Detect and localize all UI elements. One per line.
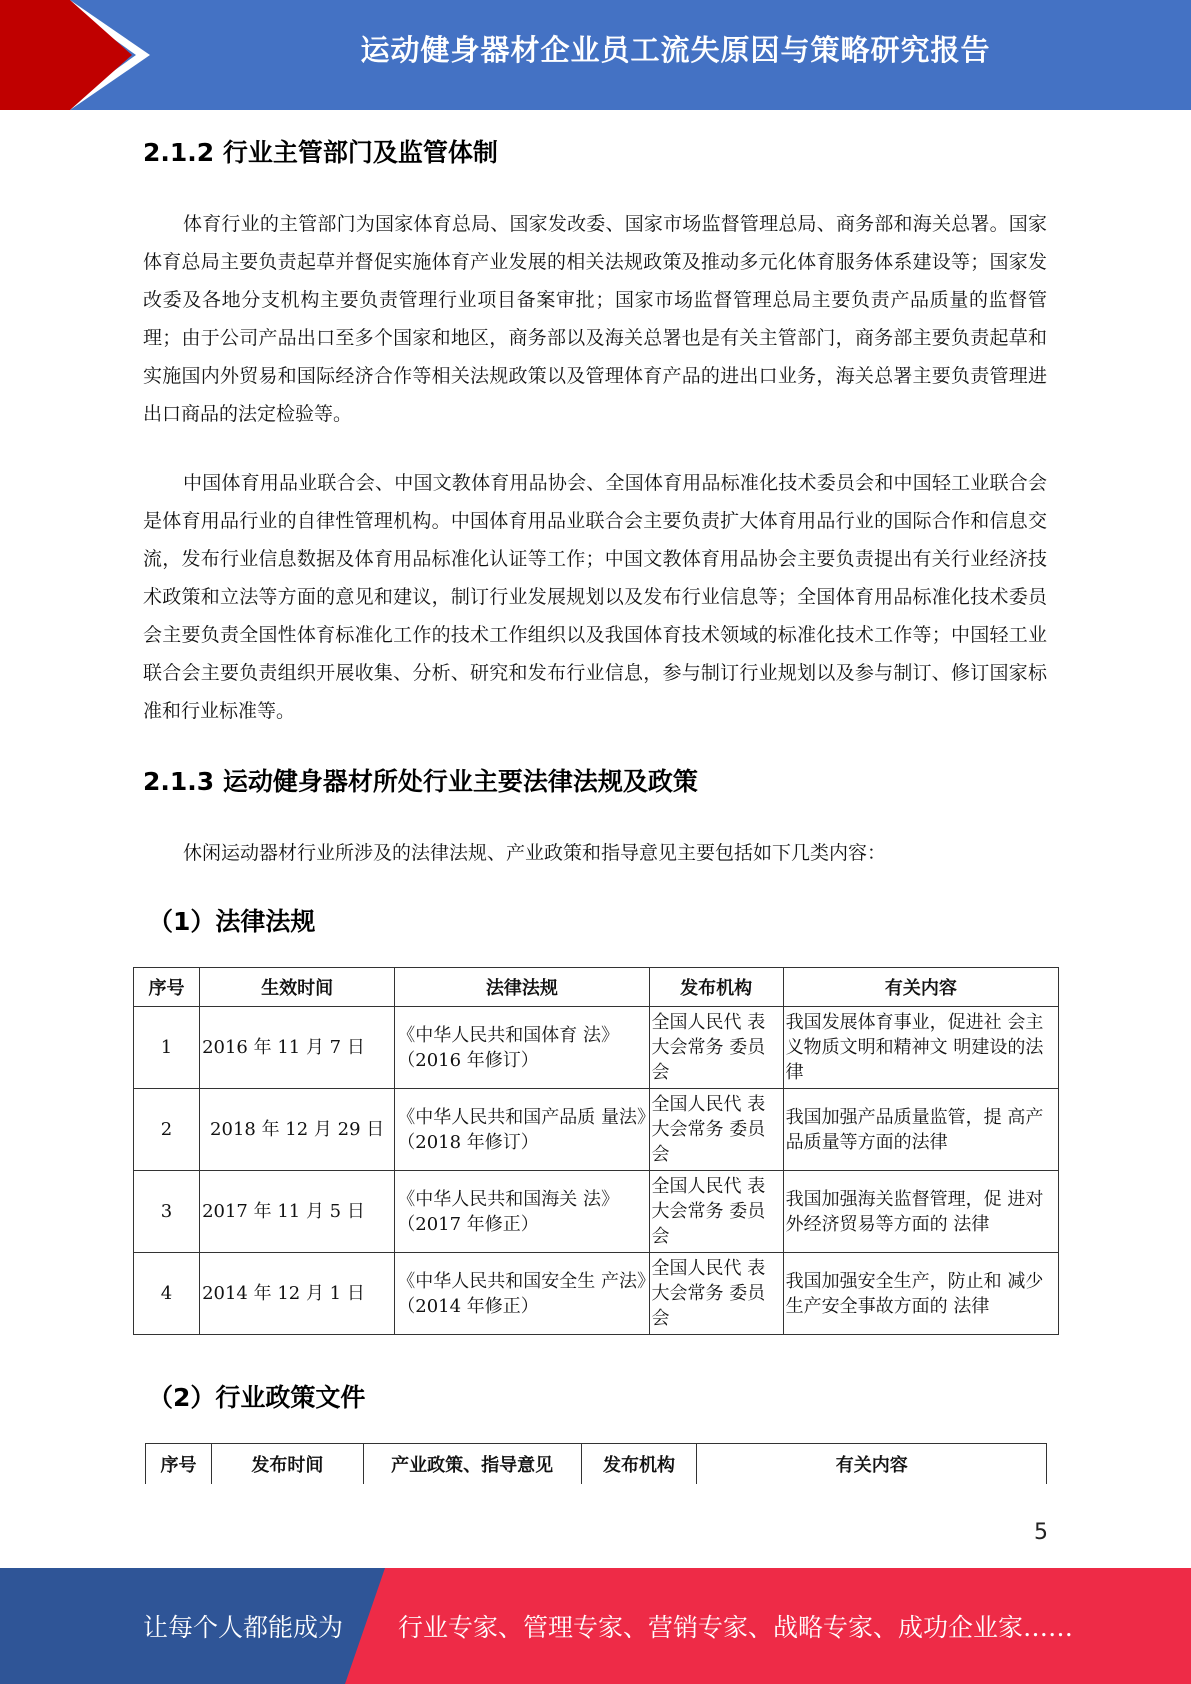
footer-slogan-right: 行业专家、管理专家、营销专家、战略专家、成功企业家…… xyxy=(398,1613,1074,1642)
col-header-issuer: 发布机构 xyxy=(649,968,783,1007)
cell-issuer: 全国人民代 表大会常务 委员会 xyxy=(649,1089,783,1171)
col-header-no: 序号 xyxy=(134,968,200,1007)
page-footer xyxy=(0,1568,1191,1684)
table-row xyxy=(134,1089,1059,1171)
subheading-laws: （1）法律法规 xyxy=(148,907,316,936)
col-header-issuer: 发布机构 xyxy=(581,1444,697,1485)
cell-date: 2014 年 12 月 1 日 xyxy=(200,1253,395,1335)
cell-no: 2 xyxy=(134,1089,200,1171)
paragraph-self-regulatory: 中国体育用品业联合会、中国文教体育用品协会、全国体育用品标准化技术委员会和中国轻工业联合会是体育用品行业的自律性管理机构。中国体育用品业联合会主要负责扩大体育用品行业的国际合作和信息交流，发布行业信息数据及体育用品标准化认证等工作；中国文教体育用品协会主要负责提出有关行业经济技术政策和立法等方面的意见和建议，制订行业发展规划以及发布行业信息等；全国体育用品标准化技术委员会主要负责全国性体育标准化工作的技术工作组织以及我国体育技术领域的标准化技术工作等；中国轻工业联合会主要负责组织开展收集、分析、研究和发布行业信息，参与制订行业规划以及参与制订、修订国家标准和行业标准等。 xyxy=(143,472,1047,722)
col-header-content: 有关内容 xyxy=(783,968,1058,1007)
cell-no: 4 xyxy=(134,1253,200,1335)
subheading-policies: （2）行业政策文件 xyxy=(148,1383,366,1412)
col-header-no: 序号 xyxy=(146,1444,212,1485)
col-header-content: 有关内容 xyxy=(697,1444,1047,1485)
cell-issuer: 全国人民代 表大会常务 委员会 xyxy=(649,1171,783,1253)
cell-date: 2017 年 11 月 5 日 xyxy=(200,1171,395,1253)
cell-law: 《中华人民共和国安全生 产法》（2014 年修正） xyxy=(395,1253,649,1335)
cell-law: 《中华人民共和国产品质 量法》（2018 年修订） xyxy=(395,1089,649,1171)
cell-law: 《中华人民共和国海关 法》（2017 年修正） xyxy=(395,1171,649,1253)
section-heading-2-1-2: 2.1.2 行业主管部门及监管体制 xyxy=(143,138,498,167)
header-red-block xyxy=(0,0,70,110)
paragraph-intro: 休闲运动器材行业所涉及的法律法规、产业政策和指导意见主要包括如下几类内容： xyxy=(183,842,887,864)
cell-law: 《中华人民共和国体育 法》（2016 年修订） xyxy=(395,1007,649,1089)
cell-content: 我国发展体育事业，促进社 会主义物质文明和精神文 明建设的法律 xyxy=(783,1007,1058,1089)
footer-blue-slant xyxy=(345,1568,385,1684)
policies-table xyxy=(145,1443,1047,1484)
cell-content: 我国加强海关监督管理，促 进对外经济贸易等方面的 法律 xyxy=(783,1171,1058,1253)
cell-content: 我国加强产品质量监管，提 高产品质量等方面的法律 xyxy=(783,1089,1058,1171)
section-heading-2-1-3: 2.1.3 运动健身器材所处行业主要法律法规及政策 xyxy=(143,767,698,796)
table-row xyxy=(134,1007,1059,1089)
report-title: 运动健身器材企业员工流失原因与策略研究报告 xyxy=(360,33,991,67)
cell-issuer: 全国人民代 表大会常务 委员会 xyxy=(649,1253,783,1335)
col-header-date: 发布时间 xyxy=(211,1444,363,1485)
cell-issuer: 全国人民代 表大会常务 委员会 xyxy=(649,1007,783,1089)
cell-date: 2018 年 12 月 29 日 xyxy=(200,1089,395,1171)
table-row xyxy=(134,1171,1059,1253)
table-header-row xyxy=(134,968,1059,1007)
col-header-date: 生效时间 xyxy=(200,968,395,1007)
page-header xyxy=(0,0,1191,110)
table-row xyxy=(134,1253,1059,1335)
header-red-arrow xyxy=(70,0,132,110)
page-number: 5 xyxy=(1034,1520,1048,1545)
col-header-policy: 产业政策、指导意见 xyxy=(363,1444,581,1485)
col-header-law: 法律法规 xyxy=(395,968,649,1007)
footer-slogan-left: 让每个人都能成为 xyxy=(143,1613,344,1642)
cell-no: 3 xyxy=(134,1171,200,1253)
laws-table xyxy=(133,967,1059,1335)
paragraph-regulators: 体育行业的主管部门为国家体育总局、国家发改委、国家市场监督管理总局、商务部和海关总署。国家体育总局主要负责起草并督促实施体育产业发展的相关法规政策及推动多元化体育服务体系建设等；国家发改委及各地分支机构主要负责管理行业项目备案审批；国家市场监督管理总局主要负责产品质量的监督管理；由于公司产品出口至多个国家和地区，商务部以及海关总署也是有关主管部门，商务部主要负责起草和实施国内外贸易和国际经济合作等相关法规政策以及管理体育产品的进出口业务，海关总署主要负责管理进出口商品的法定检验等。 xyxy=(143,213,1047,425)
table-header-row xyxy=(146,1444,1047,1485)
cell-no: 1 xyxy=(134,1007,200,1089)
cell-date: 2016 年 11 月 7 日 xyxy=(200,1007,395,1089)
cell-content: 我国加强安全生产，防止和 减少生产安全事故方面的 法律 xyxy=(783,1253,1058,1335)
